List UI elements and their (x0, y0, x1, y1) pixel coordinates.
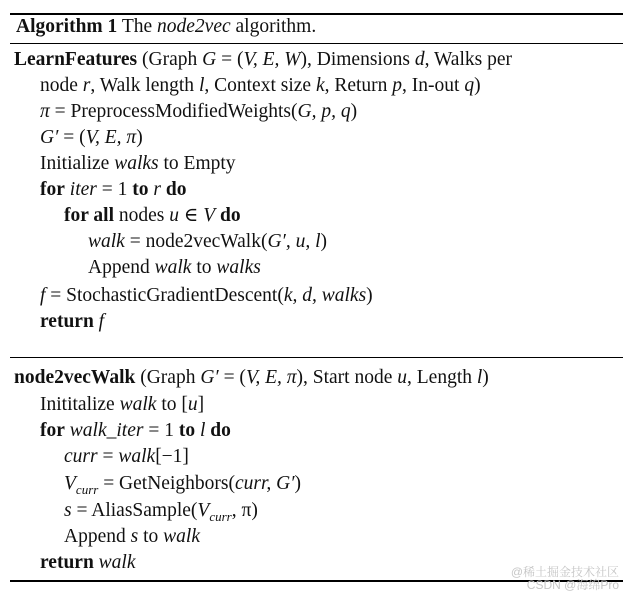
algorithm-caption (16, 15, 316, 39)
keyword: do (220, 205, 241, 226)
math: π (40, 101, 50, 122)
keyword: return (40, 311, 94, 332)
math: curr (64, 446, 98, 467)
math: walks (114, 153, 159, 174)
text: , Return (324, 75, 388, 96)
text: = ( (221, 49, 244, 70)
math: walks (216, 257, 261, 278)
text: ∈ (183, 205, 199, 226)
node2vecwalk-line-neighbors (64, 472, 301, 502)
math: V (203, 205, 216, 226)
text: , Walk length (90, 75, 195, 96)
caption-text: The (121, 16, 153, 37)
node2vecwalk-signature (14, 366, 489, 390)
math: walk_iter (69, 420, 144, 441)
text: node (40, 75, 78, 96)
procedure-separator (10, 357, 623, 358)
text: to [ (161, 394, 188, 415)
learnfeatures-name: LearnFeatures (14, 49, 138, 70)
text: [−1] (155, 446, 189, 467)
math-subscript: curr (209, 508, 232, 524)
keyword: to (132, 179, 149, 200)
math: G (202, 49, 217, 70)
math: s (64, 500, 72, 521)
math: f (40, 285, 46, 306)
learnfeatures-line-preprocess (40, 100, 357, 124)
learnfeatures-line-init (40, 152, 236, 176)
text: ), Start node (296, 367, 393, 388)
math: walk (98, 552, 136, 573)
math: k (315, 75, 325, 96)
math: G′ (40, 127, 59, 148)
algorithm-label: Algorithm 1 (16, 16, 118, 37)
node2vecwalk-line-init (40, 393, 204, 417)
text: = PreprocessModifiedWeights( (54, 101, 298, 122)
math: G, p, q (297, 101, 351, 122)
node2vecwalk-line-append (64, 525, 200, 549)
math: d (414, 49, 425, 70)
text: ) (474, 75, 481, 96)
caption-rule (10, 43, 623, 44)
text: (Graph (142, 49, 198, 70)
math: G′ (200, 367, 219, 388)
text: , Walks per (424, 49, 512, 70)
keyword: return (40, 552, 94, 573)
math: u (187, 394, 198, 415)
math: walk (119, 394, 157, 415)
text: ), Dimensions (300, 49, 410, 70)
text: Inititalize (40, 394, 115, 415)
keyword: to (178, 420, 196, 441)
watermark-line-1: @稀土掘金技术社区 (510, 565, 619, 579)
text: to (143, 526, 159, 547)
text: (Graph (140, 367, 196, 388)
text: = node2vecWalk( (129, 231, 268, 252)
text: ) (366, 285, 373, 306)
text: Append (88, 257, 150, 278)
text: ] (197, 394, 205, 415)
math: V, E, π (245, 367, 297, 388)
math: q (464, 75, 475, 96)
learnfeatures-signature-2 (40, 74, 481, 98)
math: r (153, 179, 161, 200)
node2vecwalk-line-curr (64, 445, 189, 469)
keyword: for all (64, 205, 115, 226)
math: u (169, 205, 180, 226)
learnfeatures-line-walk (88, 230, 327, 254)
learnfeatures-line-for-iter (40, 178, 186, 202)
learnfeatures-signature-1 (14, 48, 512, 72)
text: Initialize (40, 153, 110, 174)
math: r (82, 75, 91, 96)
math: iter (69, 179, 97, 200)
math: l (476, 367, 483, 388)
math: l (199, 420, 206, 441)
math: walk (163, 526, 200, 547)
math: curr, G′ (234, 473, 295, 494)
text: = AliasSample( (76, 500, 198, 521)
text: ) (136, 127, 143, 148)
text: Append (64, 526, 126, 547)
math: V (64, 473, 76, 494)
learnfeatures-line-return (40, 310, 104, 334)
text: ) (350, 101, 358, 122)
text: = 1 (101, 179, 128, 200)
math: walk (88, 231, 125, 252)
text: = 1 (148, 420, 174, 441)
math: V, E, W (243, 49, 301, 70)
text: , Length (407, 367, 472, 388)
keyword: for (40, 420, 65, 441)
text: to Empty (163, 153, 236, 174)
node2vecwalk-line-for (40, 419, 231, 443)
keyword: for (40, 179, 65, 200)
text: ) (482, 367, 489, 388)
learnfeatures-line-graph (40, 126, 143, 150)
node2vecwalk-line-return (40, 551, 136, 575)
keyword: do (165, 179, 187, 200)
text: to (196, 257, 212, 278)
learnfeatures-line-sgd (40, 284, 373, 308)
math-subscript: curr (75, 481, 99, 497)
learnfeatures-line-append (88, 256, 261, 280)
text: = ( (223, 367, 246, 388)
algorithm-name: node2vec (157, 16, 231, 37)
math: V, E, π (85, 127, 137, 148)
math: walk (118, 446, 156, 467)
math: V (197, 500, 210, 521)
keyword: do (210, 420, 231, 441)
text: , Context size (204, 75, 312, 96)
math: f (98, 311, 105, 332)
text: ) (320, 231, 327, 252)
text: nodes (118, 205, 165, 226)
text: , π) (231, 500, 258, 521)
node2vecwalk-name: node2vecWalk (14, 367, 136, 388)
math: l (198, 75, 205, 96)
watermark-line-2: CSDN @海绵Pro (526, 578, 619, 592)
math: G′, u, l (267, 231, 321, 252)
text: = GetNeighbors( (103, 473, 235, 494)
text: = StochasticGradientDescent( (50, 285, 284, 306)
math: walk (154, 257, 192, 278)
math: k, d, walks (283, 285, 367, 306)
text: ) (294, 473, 301, 494)
learnfeatures-line-for-all (64, 204, 241, 228)
caption-suffix: algorithm. (235, 16, 317, 37)
text: = (102, 446, 114, 467)
math: p (392, 75, 403, 96)
text: = ( (63, 127, 86, 148)
math: u (397, 367, 407, 388)
text: , In-out (402, 75, 460, 96)
math: s (130, 526, 139, 547)
